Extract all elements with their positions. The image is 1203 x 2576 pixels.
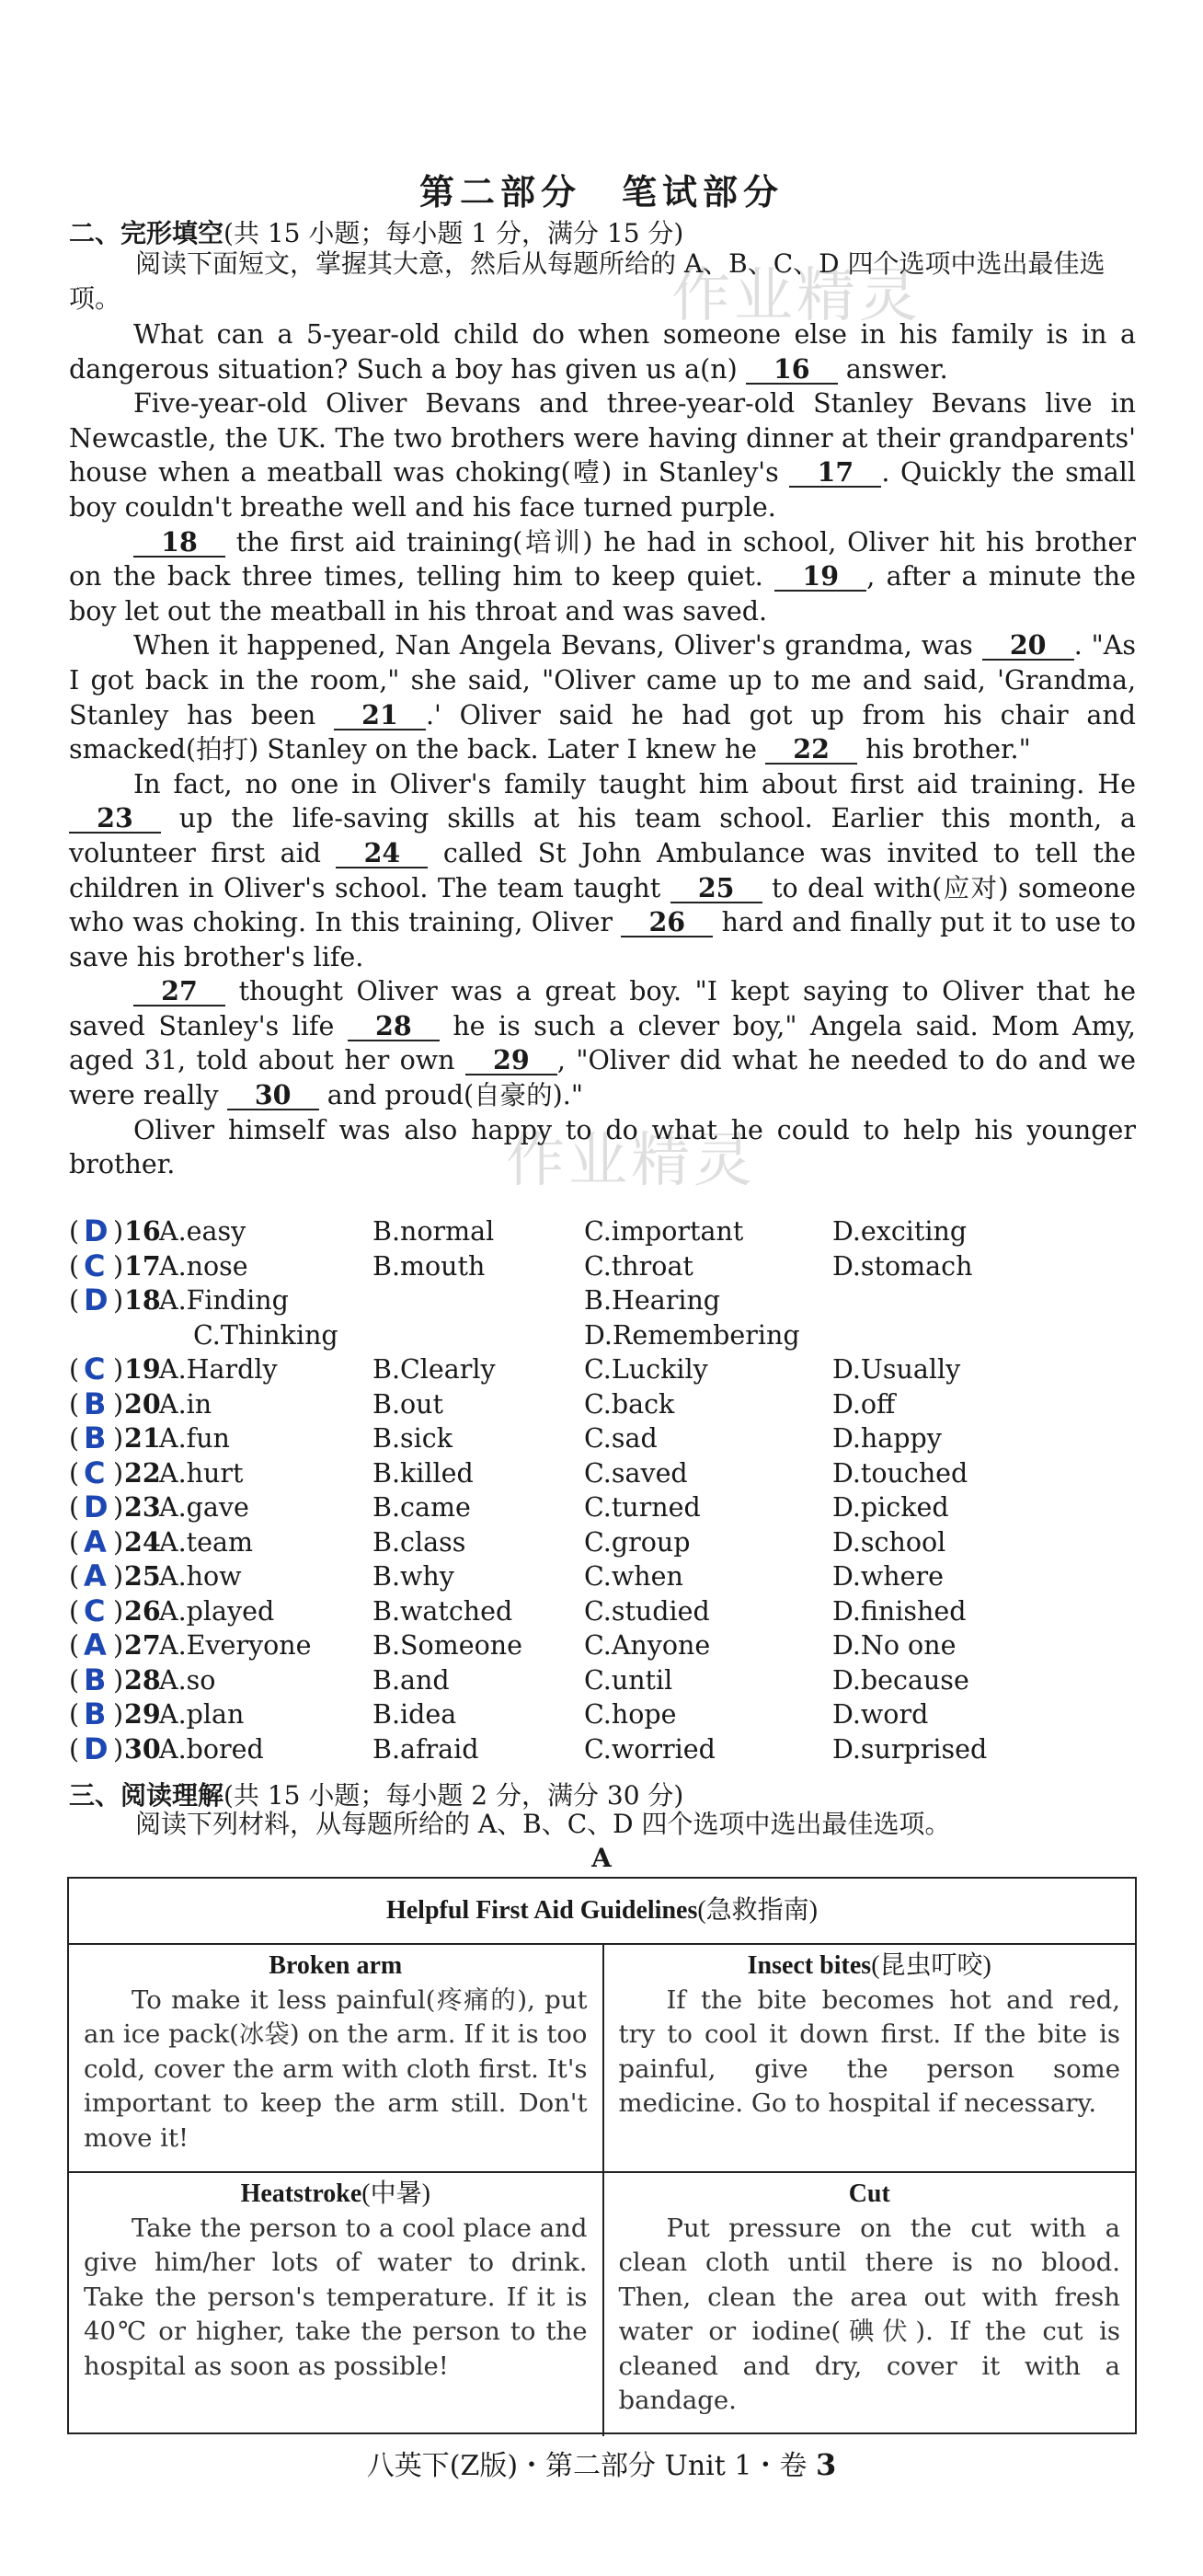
option-row (69, 1387, 1154, 1422)
passage-text: called St John Ambulance was invited to tell the children in Oliver's school. The team taught (69, 837, 1136, 903)
option-a: A.Finding (159, 1285, 289, 1316)
question-number: 25 (124, 1560, 161, 1592)
first-aid-table (67, 1877, 1137, 2434)
question-number: 20 (124, 1387, 161, 1420)
option-row (69, 1697, 1154, 1732)
blank-27: 27 (133, 977, 225, 1006)
cell-title-text: Broken arm (269, 1951, 403, 1980)
option-row (69, 1421, 1154, 1456)
option-row (69, 1628, 1154, 1663)
option-c: C.sad (584, 1423, 658, 1454)
paren: ) (113, 1733, 124, 1765)
cell-title (619, 2177, 1121, 2212)
option-b: B.out (372, 1388, 443, 1420)
table-cell (69, 2173, 602, 2436)
paren: ( (69, 1733, 80, 1765)
answer-letter: C (84, 1351, 106, 1386)
paren: ) (113, 1423, 124, 1454)
option-c: D.Remembering (584, 1319, 800, 1351)
option-d: D.touched (832, 1457, 968, 1489)
option-row (69, 1525, 1154, 1560)
option-d: D.exciting (832, 1216, 968, 1247)
paren: ( (69, 1354, 80, 1385)
option-a: A.in (159, 1388, 212, 1420)
option-c: C.back (584, 1388, 675, 1420)
option-c: C.until (584, 1664, 673, 1696)
paren: ) (113, 1457, 124, 1489)
blank-19: 19 (774, 562, 866, 592)
paren: ( (69, 1595, 80, 1627)
footer-text: 八英下(Z版)・第二部分 Unit 1・卷 (366, 2450, 816, 2482)
reading-letter: A (591, 1843, 612, 1873)
option-d: D.happy (832, 1423, 942, 1454)
option-row (69, 1352, 1154, 1387)
blank-17: 17 (789, 458, 881, 488)
option-a: A.bored (159, 1733, 264, 1765)
cell-title (619, 1949, 1121, 1984)
cell-title (84, 1949, 588, 1984)
passage-text: hard and finally put it to use to save his brother's life. (69, 907, 1137, 972)
option-d: D.school (832, 1526, 946, 1558)
paragraph: Oliver himself was also happy to do what he could to help his younger brother. (69, 1114, 1136, 1180)
table-cell (602, 2173, 1136, 2436)
option-b: B.came (372, 1492, 471, 1523)
answer-letter: B (84, 1386, 107, 1421)
passage-text: . Quickly the small boy couldn't breathe well and his face turned purple. (69, 457, 1136, 523)
option-c: C.throat (584, 1250, 693, 1282)
option-row (69, 1249, 1154, 1284)
cell-title (84, 2177, 588, 2212)
option-a: C.Thinking (193, 1319, 338, 1351)
option-d: D.No one (832, 1630, 957, 1661)
section-instruction: 阅读下面短文，掌握其大意，然后从每题所给的 A、B、C、D 四个选项中选出最佳选项。 (69, 248, 1106, 314)
option-c: C.worried (584, 1733, 716, 1765)
option-row (69, 1318, 1154, 1353)
paragraph (69, 767, 1136, 975)
table-row (69, 1945, 1135, 2173)
blank-25: 25 (670, 874, 762, 903)
option-d: D.stomach (832, 1250, 973, 1282)
question-number: 23 (124, 1491, 161, 1523)
answer-options (69, 1214, 1154, 1766)
option-b: B.Someone (372, 1630, 522, 1661)
option-d: D.word (832, 1699, 929, 1730)
question-number: 30 (124, 1732, 161, 1765)
paren: ( (69, 1388, 80, 1420)
section-instruction: 阅读下列材料，从每题所给的 A、B、C、D 四个选项中选出最佳选项。 (135, 1809, 951, 1839)
option-b: B.mouth (372, 1250, 486, 1282)
option-d: D.where (832, 1561, 944, 1592)
blank-22: 22 (765, 735, 857, 765)
option-c: C.studied (584, 1595, 710, 1627)
paren: ( (69, 1526, 80, 1558)
question-number: 27 (124, 1629, 161, 1661)
option-c: C.saved (584, 1457, 688, 1489)
passage-text: In fact, no one in Oliver's family taught him about first aid training. He (133, 768, 1136, 799)
option-a: A.hurt (159, 1457, 244, 1489)
option-b: B.killed (372, 1457, 474, 1489)
option-d: D.picked (832, 1492, 949, 1523)
answer-letter: C (84, 1593, 106, 1628)
option-d: D.Usually (832, 1354, 961, 1385)
passage-text: .' Oliver said he had got up from his chair and smacked(拍打) Stanley on the back. Later I knew he (69, 699, 1136, 765)
paren: ) (113, 1561, 124, 1592)
option-a: A.Hardly (159, 1354, 278, 1385)
blank-16: 16 (746, 355, 838, 385)
option-d: D.because (832, 1664, 969, 1696)
section-note: (共 15 小题；每小题 2 分，满分 30 分) (223, 1780, 684, 1811)
question-number: 29 (124, 1698, 161, 1730)
paragraph (69, 525, 1136, 629)
paren: ) (113, 1388, 124, 1420)
passage-text: to deal with(应对) someone who was choking. In this training, Oliver (69, 872, 1136, 938)
passage-text: up the life-saving skills at his team school. Earlier this month, a volunteer first aid (69, 803, 1136, 868)
answer-letter: A (84, 1558, 107, 1593)
option-a: A.Everyone (159, 1630, 312, 1661)
blank-21: 21 (334, 701, 426, 730)
blank-26: 26 (621, 908, 713, 937)
passage-text: answer. (837, 353, 948, 385)
footer-page-number: 3 (815, 2447, 837, 2482)
paren: ) (113, 1664, 124, 1696)
passage-text: the first aid training(培训) he had in school, Oliver hit his brother on the back three times, telling him to keep quiet. (69, 526, 1136, 592)
option-c: B.Hearing (584, 1285, 721, 1316)
paren: ( (69, 1423, 80, 1454)
option-d: D.off (832, 1388, 896, 1420)
section-heading-text: 二、完形填空 (69, 218, 224, 248)
paren: ( (69, 1250, 80, 1282)
paren: ( (69, 1457, 80, 1489)
option-a: A.played (159, 1595, 275, 1627)
paren: ) (113, 1285, 124, 1316)
option-row (69, 1490, 1154, 1525)
option-row (69, 1214, 1154, 1249)
option-row (69, 1594, 1154, 1629)
paren: ) (113, 1526, 124, 1558)
answer-letter: B (84, 1420, 107, 1455)
paren: ) (113, 1630, 124, 1661)
paren: ) (113, 1699, 124, 1730)
option-a: A.fun (159, 1423, 230, 1454)
blank-30: 30 (227, 1081, 319, 1110)
option-d: D.finished (832, 1595, 967, 1627)
option-a: A.nose (159, 1250, 248, 1282)
option-row (69, 1559, 1154, 1594)
question-number: 24 (124, 1525, 161, 1558)
paren: ( (69, 1630, 80, 1661)
section-heading (69, 213, 683, 250)
answer-letter: C (84, 1248, 106, 1283)
paren: ( (69, 1664, 80, 1696)
passage-text: thought Oliver was a great boy. "I kept saying to Oliver that he saved Stanley's life (69, 976, 1136, 1041)
option-c: C.Luckily (584, 1354, 708, 1385)
paren: ( (69, 1699, 80, 1730)
option-b: B.Clearly (372, 1354, 496, 1385)
paren: ) (113, 1216, 124, 1247)
table-title (69, 1879, 1135, 1945)
option-d: D.surprised (832, 1733, 988, 1765)
option-b: B.normal (372, 1216, 495, 1247)
passage-text: and proud(自豪的)." (318, 1080, 583, 1111)
cell-title-text: Insect bites (747, 1951, 872, 1980)
passage-text: he is such a clever boy," Angela said. Mom Amy, aged 31, told about her own (69, 1010, 1136, 1076)
question-number: 16 (124, 1215, 161, 1247)
blank-28: 28 (348, 1012, 440, 1041)
option-a: A.plan (159, 1699, 245, 1730)
cell-body: Put pressure on the cut with a clean cloth until there is no blood. Then, clean the area out with fresh water or iodine(碘伏). If the cut is cleaned and dry, cover it with a bandage. (618, 2213, 1120, 2415)
option-a: A.so (159, 1664, 216, 1696)
answer-letter: C (84, 1455, 106, 1490)
option-row (69, 1732, 1154, 1767)
table-title-text: Helpful First Aid Guidelines (385, 1896, 698, 1925)
cell-body: To make it less painful(疼痛的), put an ice pack(冰袋) on the arm. If it is too cold, cover the arm with cloth first. It's important to keep the arm still. Don't move it! (84, 1984, 588, 2153)
paren: ( (69, 1561, 80, 1592)
option-b: B.watched (372, 1595, 513, 1627)
cell-title-cn: (中暑) (361, 2179, 430, 2208)
option-c: C.important (584, 1216, 744, 1247)
paragraph (69, 628, 1136, 766)
option-c: C.Anyone (584, 1630, 711, 1661)
option-c: C.turned (584, 1492, 701, 1523)
question-number: 19 (124, 1353, 161, 1385)
table-title-cn: (急救指南) (697, 1896, 819, 1925)
option-c: C.when (584, 1561, 683, 1592)
cell-body: If the bite becomes hot and red, try to cool it down first. If the bite is painful, give the person some medicine. Go to hospital if necessary. (618, 1984, 1120, 2118)
question-number: 28 (124, 1663, 161, 1696)
option-row (69, 1456, 1154, 1491)
page-footer (0, 2443, 1203, 2483)
option-a: A.how (159, 1561, 242, 1592)
cloze-passage (69, 317, 1136, 1182)
question-number: 17 (124, 1249, 161, 1282)
cell-title-text: Heatstroke (240, 2179, 362, 2208)
paren: ( (69, 1285, 80, 1316)
section-heading-text: 三、阅读理解 (69, 1780, 224, 1811)
option-b: B.why (372, 1561, 454, 1592)
table-cell (602, 1945, 1136, 2171)
paren: ) (113, 1354, 124, 1385)
passage-text: When it happened, Nan Angela Bevans, Oliver's grandma, was (133, 630, 982, 661)
passage-text: . "As I got back in the room," she said, "Oliver came up to me and said, 'Grandma, Stanley has been (69, 630, 1137, 730)
watermark: 作业精灵 (506, 1127, 756, 1195)
passage-text: , "Oliver did what he needed to do and we were really (69, 1045, 1137, 1111)
passage-text: What can a 5-year-old child do when someone else in his family is in a dangerous situation? Such a boy has given us a(n) (69, 319, 1136, 385)
question-number: 21 (124, 1422, 161, 1454)
table-row (69, 2173, 1135, 2436)
blank-20: 20 (982, 631, 1074, 661)
blank-29: 29 (465, 1046, 557, 1075)
watermark: 作业精灵 (671, 262, 922, 330)
answer-letter: B (84, 1662, 107, 1697)
option-a: A.team (159, 1526, 253, 1558)
paragraph (69, 317, 1136, 386)
question-number: 26 (124, 1594, 161, 1627)
passage-text: Five-year-old Oliver Bevans and three-year-old Stanley Bevans live in Newcastle, the UK. The two brothers were having dinner at their grandparents' house when a meatball was choking(噎) in Stanley's (69, 388, 1136, 489)
passage-text: his brother." (857, 734, 1031, 765)
answer-letter: D (84, 1731, 109, 1766)
answer-letter: B (84, 1696, 107, 1731)
answer-letter: A (84, 1524, 107, 1559)
part-title: 第二部分 笔试部分 (418, 171, 784, 213)
paren: ) (113, 1595, 124, 1627)
option-a: A.gave (159, 1492, 249, 1523)
option-b: B.idea (372, 1699, 457, 1730)
option-b: B.afraid (372, 1733, 479, 1765)
cell-title-cn: (昆虫叮咬) (871, 1951, 991, 1980)
option-c: C.group (584, 1526, 691, 1558)
answer-letter: D (84, 1213, 109, 1248)
question-number: 18 (124, 1284, 161, 1316)
answer-letter: D (84, 1282, 109, 1317)
blank-23: 23 (69, 804, 161, 834)
option-b: B.and (372, 1664, 450, 1696)
option-row (69, 1283, 1154, 1318)
answer-letter: D (84, 1489, 109, 1524)
paren: ) (113, 1250, 124, 1282)
table-cell (69, 1945, 602, 2171)
cell-body: Take the person to a cool place and give him/her lots of water to drink. Take the person's temperature. If it is 40℃ or higher, take the person to the hospital as soon as possible! (84, 2213, 588, 2381)
blank-18: 18 (133, 528, 225, 558)
answer-letter: A (84, 1627, 107, 1662)
paren: ) (113, 1492, 124, 1523)
paragraph (69, 386, 1136, 524)
paren: ( (69, 1216, 80, 1247)
paragraph (69, 974, 1136, 1112)
option-c: C.hope (584, 1699, 677, 1730)
question-number: 22 (124, 1456, 161, 1489)
option-b: B.class (372, 1526, 466, 1558)
section-note: (共 15 小题；每小题 1 分，满分 15 分) (223, 218, 684, 248)
paren: ( (69, 1492, 80, 1523)
blank-24: 24 (336, 839, 428, 868)
passage-text: , after a minute the boy let out the meatball in his throat and was saved. (69, 561, 1136, 627)
option-row (69, 1663, 1154, 1698)
option-a: A.easy (159, 1216, 246, 1247)
option-b: B.sick (372, 1423, 453, 1454)
cell-title-text: Cut (848, 2179, 890, 2208)
